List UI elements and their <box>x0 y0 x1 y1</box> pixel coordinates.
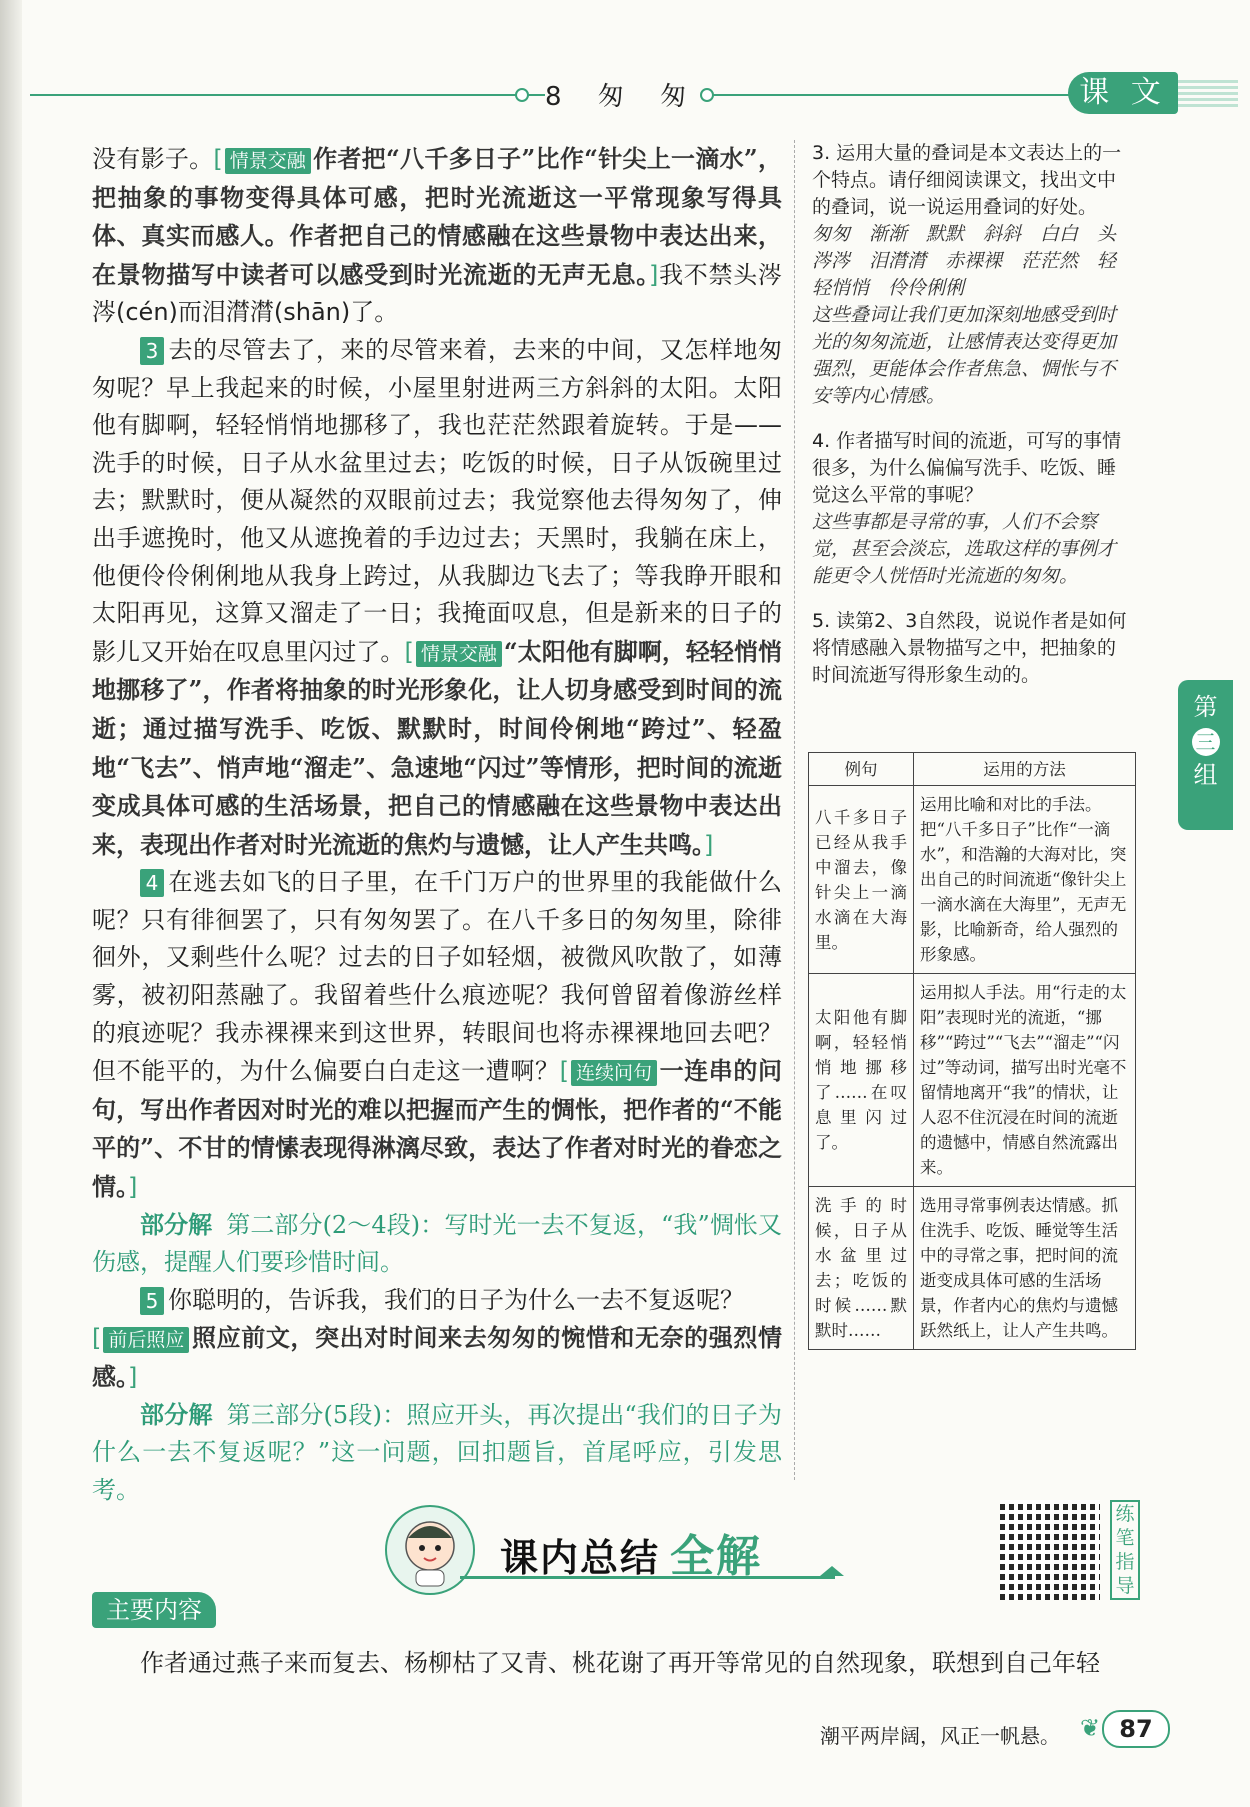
question-3: 3. 运用大量的叠词是本文表达上的一个特点。请仔细阅读课文，找出文中的叠词，说一说运用叠词的好处。 <box>812 142 1122 218</box>
unit-number-badge: 三 <box>1192 728 1220 756</box>
chapter-title: 8 匆 匆 <box>545 82 701 112</box>
paragraph-2-end: 没有影子。[ 情景交融 作者把“八千多日子”比作“针尖上一滴水”，把抽象的事物变得具体可感，把时光流逝这一平常现象写得具体、真实而感人。作者把自己的情感融在这些景物中表达出来，在景物描写中读者可以感受到时光流逝的无声无息。]我不禁头涔涔(cén)而泪潸潸(shān)了。 <box>92 144 783 327</box>
qr-code-pattern <box>1000 1500 1100 1600</box>
paragraph-number: 3 <box>140 337 164 365</box>
answer-3: 这些叠词让我们更加深刻地感受到时光的匆匆流逝，让感情表达变得更加强烈，更能体会作者焦急、惆怅与不安等内心情感。 <box>812 304 1117 407</box>
page-number: 87 <box>1102 1710 1170 1748</box>
question-4: 4. 作者描写时间的流逝，可写的事情很多，为什么偏偏写洗手、吃饭、睡觉这么平常的事呢？ <box>812 430 1122 506</box>
paragraph-3: 3 去的尽管去了，来的尽管来着，去来的中间，又怎样地匆匆呢？早上我起来的时候，小屋里射进两三方斜斜的太阳。太阳他有脚啊，轻轻悄悄地挪移了，我也茫茫然跟着旋转。于是——洗手的时候，日子从水盆里过去；吃饭的时候，日子从饭碗里过去；默默时，便从凝然的双眼前过去；我觉察他去得匆匆了，伸出手遮挽时，他又从遮挽着的手边过去；天黑时，我躺在床上，他便伶伶俐俐地从我身上跨过，从我脚边飞去了；等我睁开眼和太阳再见，这算又溜走了一日；我掩面叹息，但是新来的日子的影儿又开始在叹息里闪过了。[ 情景交融 “太阳他有脚啊，轻轻悄悄地挪移了”，作者将抽象的时光形象化，让人切身感受到时间的流逝；通过描写洗手、吃饭、默默时，时间伶俐地“跨过”、轻盈地“飞去”、悄声地“溜走”、急速地“闪过”等情形，把时间的流逝变成具体可感的生活场景，把自己的情感融在这些景物中表达出来，表现出作者对时光流逝的焦灼与遗憾，让人产生共鸣。] <box>92 335 782 859</box>
main-text-column <box>92 140 782 1509</box>
cartoon-child-icon <box>380 1500 480 1600</box>
part-analysis-3: 部分解 第三部分(5段)：照应开头，再次提出“我们的日子为什么一去不复返呢？”这一问题，回扣题旨，首尾呼应，引发思考。 <box>92 1400 783 1504</box>
tab-stripes <box>1178 80 1238 108</box>
table-cell-example: 太阳他有脚啊，轻轻悄悄地挪移了……在叹息里闪过了。 <box>809 974 914 1187</box>
methods-table <box>808 752 1136 1350</box>
footer-motto: 潮平两岸阔，风正一帆悬。 <box>820 1724 1060 1748</box>
summary-title: 课内总结 全解 <box>500 1531 763 1582</box>
qr-label: 练笔指导 <box>1110 1500 1140 1600</box>
part-analysis-2: 部分解 第二部分(2～4段)：写时光一去不复返，“我”惆怅又伤感，提醒人们要珍惜时间。 <box>92 1210 782 1277</box>
question-5: 5. 读第2、3自然段，说说作者是如何将情感融入景物描写之中，把抽象的时间流逝写得形象生动的。 <box>812 610 1127 686</box>
answer-3-words: 匆匆 渐渐 默默 斜斜 白白 头涔涔 泪潸潸 赤裸裸 茫茫然 轻轻悄悄 伶伶俐俐 <box>812 223 1117 299</box>
annotation-tag: 前后照应 <box>103 1327 189 1353</box>
header-rule-right <box>712 94 1072 96</box>
leaf-icon: ❦ <box>1080 1714 1101 1742</box>
table-cell-method: 运用比喻和对比的手法。把“八千多日子”比作“一滴水”，和浩瀚的大海对比，突出自己的时间流逝“像针尖上一滴水滴在大海里”，无声无影，比喻新奇，给人强烈的形象感。 <box>914 786 1136 974</box>
paragraph-number: 4 <box>140 869 164 897</box>
table-cell-example: 洗手的时候，日子从水盆里过去；吃饭的时候……默默时…… <box>809 1187 914 1350</box>
table-cell-example: 八千多日子已经从我手中溜去，像针尖上一滴水滴在大海里。 <box>809 786 914 974</box>
main-content-text: 作者通过燕子来而复去、杨柳枯了又青、桃花谢了再开等常见的自然现象，联想到自己年轻 <box>140 1649 1100 1677</box>
header-dot-left <box>515 88 529 102</box>
answer-4: 这些事都是寻常的事，人们不会察觉，甚至会淡忘，选取这样的事例才能更令人恍悟时光流逝的匆匆。 <box>812 511 1117 587</box>
unit-side-tab: 第 三 组 <box>1178 680 1233 830</box>
summary-underline <box>460 1576 835 1579</box>
book-spine <box>0 0 22 1807</box>
column-divider <box>794 140 795 1480</box>
annotation-tag: 连续问句 <box>571 1060 657 1086</box>
table-cell-method: 选用寻常事例表达情感。抓住洗手、吃饭、睡觉等生活中的寻常之事，把时间的流逝变成具体可感的生活场景，作者内心的焦灼与遗憾跃然纸上，让人产生共鸣。 <box>914 1187 1136 1350</box>
table-header: 例句 <box>809 753 914 786</box>
annotation-note: 作者把“八千多日子”比作“针尖上一滴水”，把抽象的事物变得具体可感，把时光流逝这一平常现象写得具体、真实而感人。作者把自己的情感融在这些景物中表达出来，在景物描写中读者可以感受到时光流逝的无声无息。 <box>92 144 782 289</box>
summary-underline-arrow <box>820 1566 844 1576</box>
main-content-tag: 主要内容 <box>92 1592 216 1628</box>
table-row <box>809 1187 1136 1350</box>
question-column <box>812 140 1132 689</box>
annotation-note: “太阳他有脚啊，轻轻悄悄地挪移了”，作者将抽象的时光形象化，让人切身感受到时间的流逝；通过描写洗手、吃饭、默默时，时间伶俐地“跨过”、轻盈地“飞去”、悄声地“溜走”、急速地“闪过”等情形，把时间的流逝变成具体可感的生活场景，把自己的情感融在这些景物中表达出来，表现出作者对时光流逝的焦灼与遗憾，让人产生共鸣。 <box>92 636 782 859</box>
section-tab: 课 文 <box>1068 72 1178 114</box>
paragraph-5-note: [ 前后照应 照应前文，突出对时间来去匆匆的惋惜和无奈的强烈情感。] <box>92 1323 782 1391</box>
annotation-tag: 情景交融 <box>225 148 311 174</box>
annotation-note: 一连串的问句，写出作者因对时光的难以把握而产生的惆怅，把作者的“不能平的”、不甘的情愫表现得淋漓尽致，表达了作者对时光的眷恋之情。 <box>92 1056 783 1202</box>
paragraph-number: 5 <box>140 1287 164 1315</box>
table-header: 运用的方法 <box>914 753 1136 786</box>
table-row <box>809 974 1136 1187</box>
annotation-note: 照应前文，突出对时间来去匆匆的惋惜和无奈的强烈情感。 <box>92 1323 782 1391</box>
table-cell-method: 运用拟人手法。用“行走的太阳”表现时光的流逝，“挪移”“跨过”“飞去”“溜走”“闪过”等动词，描写出时光毫不留情地离开“我”的情状，让人忍不住沉浸在时间的流逝的遗憾中，情感自然流露出来。 <box>914 974 1136 1187</box>
header-rule-left <box>30 94 545 96</box>
table-header-row <box>809 753 1136 786</box>
paragraph-5: 5 你聪明的，告诉我，我们的日子为什么一去不复返呢？ <box>92 1282 782 1320</box>
paragraph-4: 4 在逃去如飞的日子里，在千门万户的世界里的我能做什么呢？只有徘徊罢了，只有匆匆罢了。在八千多日的匆匆里，除徘徊外，又剩些什么呢？过去的日子如轻烟，被微风吹散了，如薄雾，被初阳蒸融了。我留着些什么痕迹呢？我何曾留着像游丝样的痕迹呢？我赤裸裸来到这世界，转眼间也将赤裸裸地回去吧？但不能平的，为什么偏要白白走这一遭啊？[ 连续问句 一连串的问句，写出作者因对时光的难以把握而产生的惆怅，把作者的“不能平的”、不甘的情愫表现得淋漓尽致，表达了作者对时光的眷恋之情。] <box>92 868 783 1202</box>
annotation-tag: 情景交融 <box>416 641 502 667</box>
table-row <box>809 786 1136 974</box>
